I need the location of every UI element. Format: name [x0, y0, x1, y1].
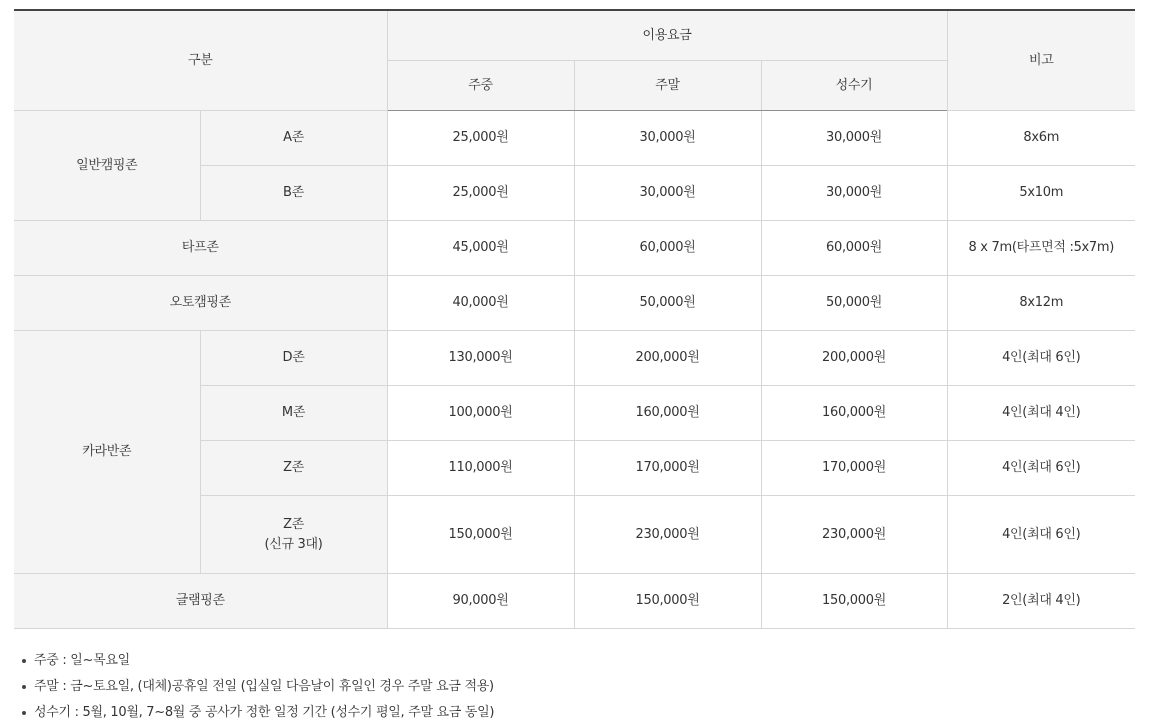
weekend-price: 150,000원 — [574, 574, 761, 629]
group-label: 일반캠핑존 — [14, 111, 200, 221]
zone-subtitle: (신규 3대) — [264, 536, 323, 552]
weekday-price: 25,000원 — [387, 166, 574, 221]
weekday-price: 150,000원 — [387, 496, 574, 574]
table-row — [14, 111, 1135, 166]
bullet-icon — [22, 685, 26, 689]
table-row — [14, 276, 1135, 331]
bullet-icon — [22, 659, 26, 663]
price-table-container — [14, 9, 1135, 629]
group-label: 카라반존 — [14, 331, 200, 574]
remarks-cell: 4인(최대 6인) — [947, 496, 1135, 574]
note-text: 주중 : 일~목요일 — [34, 653, 130, 668]
zone-label — [200, 496, 387, 574]
notes-list — [22, 648, 494, 726]
remarks-cell: 8x6m — [947, 111, 1135, 166]
zone-label: M존 — [200, 386, 387, 441]
weekend-price: 50,000원 — [574, 276, 761, 331]
zone-label: Z존 — [200, 441, 387, 496]
peak-price: 50,000원 — [761, 276, 947, 331]
group-label: 오토캠핑존 — [14, 276, 387, 331]
peak-price: 200,000원 — [761, 331, 947, 386]
header-remarks: 비고 — [947, 10, 1135, 111]
table-row — [14, 221, 1135, 276]
note-text: 주말 : 금~토요일, (대체)공휴일 전일 (입실일 다음날이 휴일인 경우 주말 요금 적용) — [34, 679, 494, 694]
remarks-cell: 4인(최대 6인) — [947, 441, 1135, 496]
remarks-cell: 4인(최대 4인) — [947, 386, 1135, 441]
header-peak: 성수기 — [761, 61, 947, 111]
zone-name: Z존 — [283, 516, 304, 532]
weekday-price: 40,000원 — [387, 276, 574, 331]
group-label: 타프존 — [14, 221, 387, 276]
remarks-cell: 8 x 7m(타프면적 :5x7m) — [947, 221, 1135, 276]
table-row — [14, 331, 1135, 386]
weekend-price: 30,000원 — [574, 166, 761, 221]
remarks-cell: 8x12m — [947, 276, 1135, 331]
peak-price: 160,000원 — [761, 386, 947, 441]
group-label: 글램핑존 — [14, 574, 387, 629]
remarks-cell: 2인(최대 4인) — [947, 574, 1135, 629]
peak-price: 30,000원 — [761, 111, 947, 166]
peak-price: 230,000원 — [761, 496, 947, 574]
weekday-price: 110,000원 — [387, 441, 574, 496]
weekday-price: 100,000원 — [387, 386, 574, 441]
peak-price: 170,000원 — [761, 441, 947, 496]
header-weekday: 주중 — [387, 61, 574, 111]
note-text: 성수기 : 5월, 10월, 7~8월 중 공사가 정한 일정 기간 (성수기 평일, 주말 요금 동일) — [34, 705, 495, 720]
remarks-cell: 5x10m — [947, 166, 1135, 221]
peak-price: 30,000원 — [761, 166, 947, 221]
weekend-price: 160,000원 — [574, 386, 761, 441]
peak-price: 60,000원 — [761, 221, 947, 276]
weekend-price: 170,000원 — [574, 441, 761, 496]
table-body — [14, 111, 1135, 629]
weekday-price: 90,000원 — [387, 574, 574, 629]
weekday-price: 45,000원 — [387, 221, 574, 276]
header-fee: 이용요금 — [387, 10, 947, 61]
weekend-price: 200,000원 — [574, 331, 761, 386]
list-item — [22, 648, 494, 674]
weekday-price: 25,000원 — [387, 111, 574, 166]
weekend-price: 30,000원 — [574, 111, 761, 166]
weekend-price: 230,000원 — [574, 496, 761, 574]
weekend-price: 60,000원 — [574, 221, 761, 276]
weekday-price: 130,000원 — [387, 331, 574, 386]
peak-price: 150,000원 — [761, 574, 947, 629]
header-category: 구분 — [14, 10, 387, 111]
list-item — [22, 674, 494, 700]
list-item — [22, 700, 494, 726]
zone-label: A존 — [200, 111, 387, 166]
table-header — [14, 10, 1135, 111]
table-row — [14, 574, 1135, 629]
zone-label: B존 — [200, 166, 387, 221]
zone-label: D존 — [200, 331, 387, 386]
remarks-cell: 4인(최대 6인) — [947, 331, 1135, 386]
price-table — [14, 9, 1135, 629]
bullet-icon — [22, 711, 26, 715]
header-weekend: 주말 — [574, 61, 761, 111]
